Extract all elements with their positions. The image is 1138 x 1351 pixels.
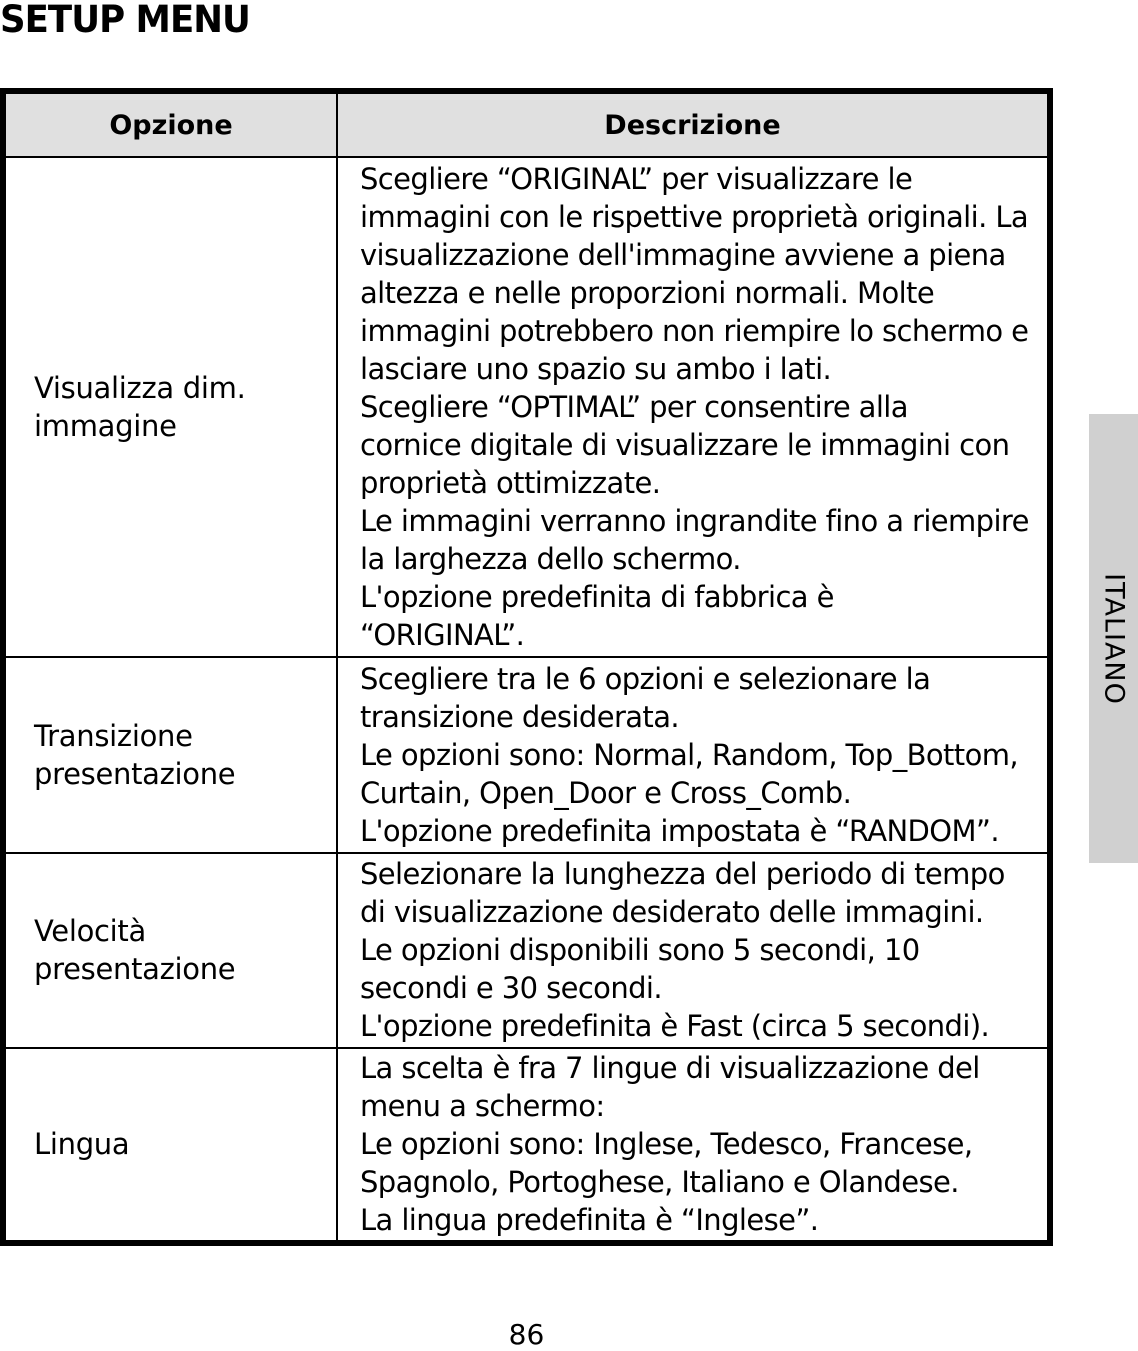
header-description: Descrizione <box>337 91 1050 157</box>
description-line: menu a schermo: <box>360 1089 605 1124</box>
description-line: Scegliere “ORIGINAL” per visualizzare le <box>360 162 913 197</box>
description-line: “ORIGINAL”. <box>360 618 525 653</box>
description-line: L'opzione predefinita impostata è “RANDOM”. <box>360 814 999 849</box>
table-row-speed <box>3 853 1050 1048</box>
option-label: Lingua <box>34 1127 130 1162</box>
page-number: 86 <box>508 1318 545 1351</box>
description-line: Le opzioni disponibili sono 5 secondi, 10 <box>360 933 920 968</box>
description-line: transizione desiderata. <box>360 700 679 735</box>
language-side-tab <box>1089 414 1138 863</box>
description-line: di visualizzazione desiderato delle immagini. <box>360 895 984 930</box>
description-line: lasciare uno spazio su ambo i lati. <box>360 352 832 387</box>
option-cell <box>3 1048 337 1243</box>
description-cell <box>337 657 1050 852</box>
description-line: la larghezza dello schermo. <box>360 542 741 577</box>
description-line: L'opzione predefinita di fabbrica è <box>360 580 834 615</box>
description-cell <box>337 853 1050 1048</box>
description-line: Le opzioni sono: Inglese, Tedesco, Francese, <box>360 1127 973 1162</box>
description-line: L'opzione predefinita è Fast (circa 5 secondi). <box>360 1009 990 1044</box>
side-tab-label: ITALIANO <box>1098 572 1129 705</box>
description-line: immagini con le rispettive proprietà originali. La <box>360 200 1029 235</box>
option-cell <box>3 157 337 657</box>
description-line: visualizzazione dell'immagine avviene a piena <box>360 238 1006 273</box>
option-label: Velocità <box>34 914 146 949</box>
table-row-image-size <box>3 157 1050 657</box>
table-row-language <box>3 1048 1050 1243</box>
setup-menu-table <box>0 88 1053 1246</box>
table-header-row <box>3 91 1050 157</box>
option-label: presentazione <box>34 952 236 987</box>
option-label: immagine <box>34 409 177 444</box>
description-line: La lingua predefinita è “Inglese”. <box>360 1203 819 1238</box>
description-line: Spagnolo, Portoghese, Italiano e Olandese. <box>360 1165 959 1200</box>
description-line: proprietà ottimizzate. <box>360 466 661 501</box>
description-line: immagini potrebbero non riempire lo schermo e <box>360 314 1029 349</box>
description-line: Scegliere tra le 6 opzioni e selezionare la <box>360 662 931 697</box>
page-title: SETUP MENU <box>0 0 250 41</box>
option-cell <box>3 853 337 1048</box>
header-option: Opzione <box>3 91 337 157</box>
description-line: Curtain, Open_Door e Cross_Comb. <box>360 776 852 811</box>
description-line: altezza e nelle proporzioni normali. Molte <box>360 276 935 311</box>
description-line: Le opzioni sono: Normal, Random, Top_Bottom, <box>360 738 1018 773</box>
description-cell <box>337 1048 1050 1243</box>
option-label: Visualizza dim. <box>34 371 246 406</box>
description-cell <box>337 157 1050 657</box>
table-row-transition <box>3 657 1050 852</box>
description-line: Selezionare la lunghezza del periodo di tempo <box>360 857 1005 892</box>
description-line: Le immagini verranno ingrandite fino a riempire <box>360 504 1029 539</box>
description-line: Scegliere “OPTIMAL” per consentire alla <box>360 390 908 425</box>
option-label: Transizione <box>34 719 193 754</box>
option-label: presentazione <box>34 757 236 792</box>
description-line: secondi e 30 secondi. <box>360 971 662 1006</box>
description-line: cornice digitale di visualizzare le immagini con <box>360 428 1010 463</box>
description-line: La scelta è fra 7 lingue di visualizzazione del <box>360 1051 980 1086</box>
option-cell <box>3 657 337 852</box>
